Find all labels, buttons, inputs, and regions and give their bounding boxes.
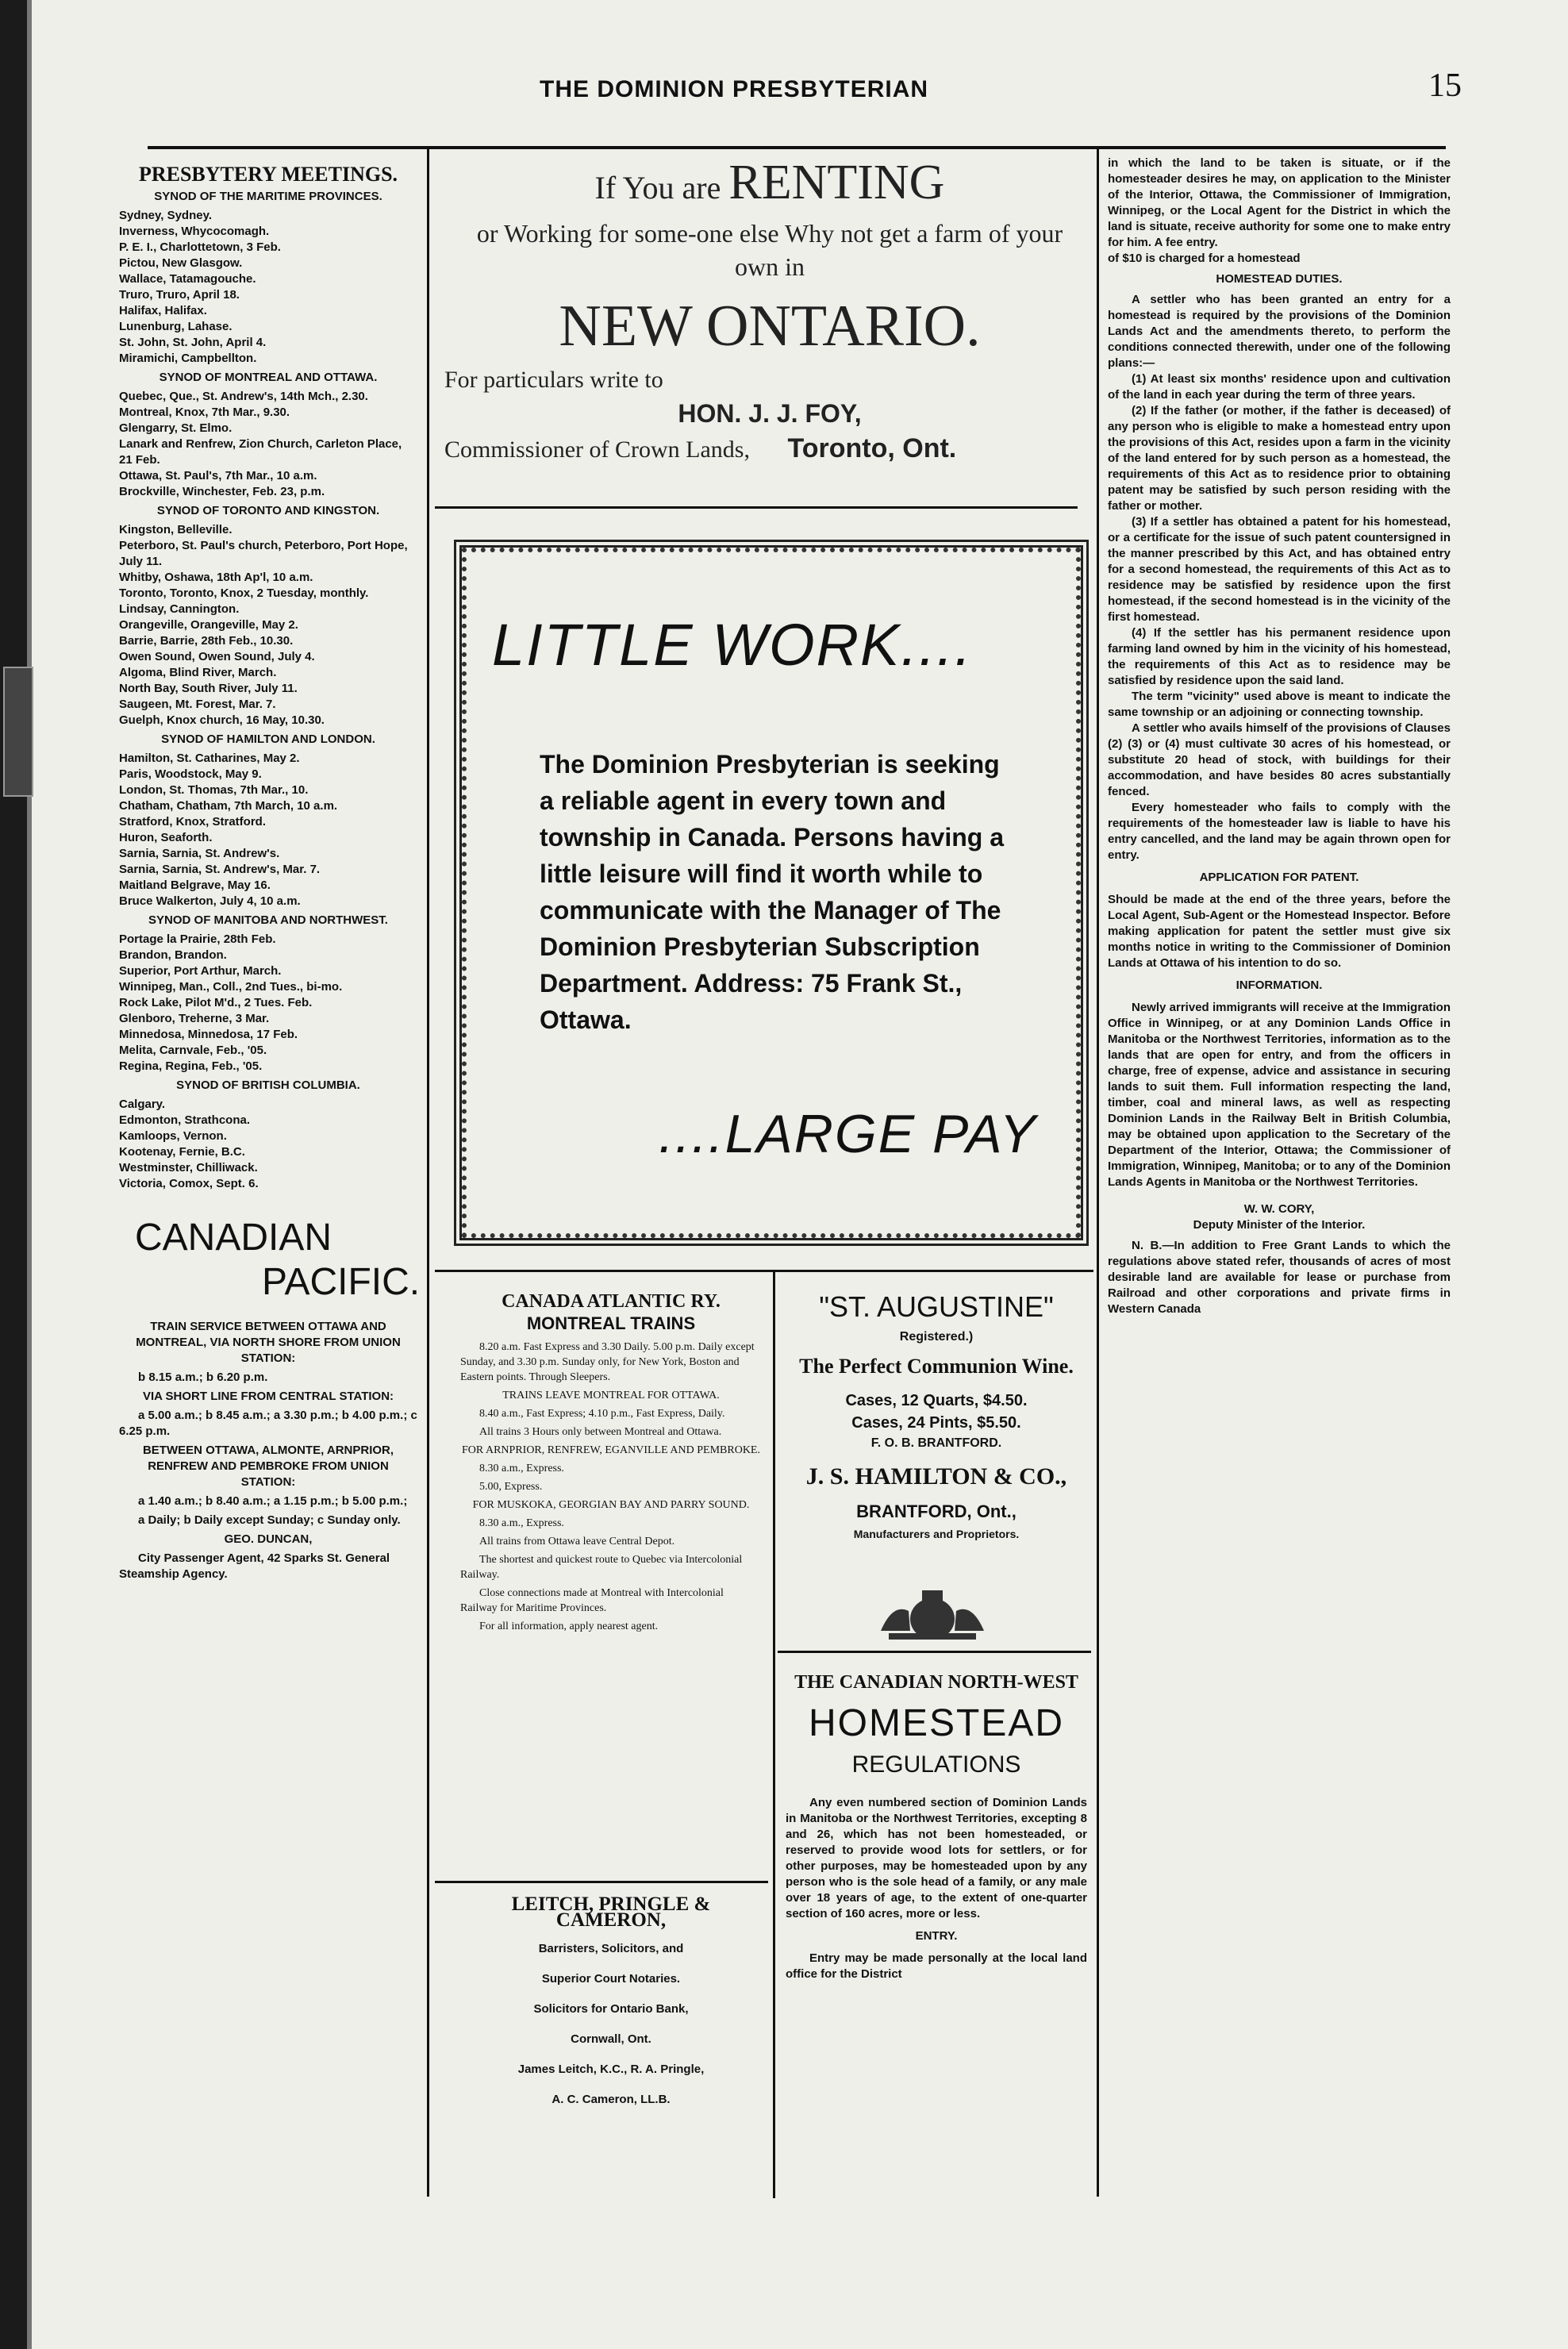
canada-atlantic-line: All trains 3 Hours only between Montreal and Ottawa. — [479, 1426, 722, 1438]
homestead-title-1: THE CANADIAN NORTH-WEST — [794, 1672, 1078, 1693]
meeting-entry: Lanark and Renfrew, Zion Church, Carleton Place, 21 Feb. — [119, 437, 402, 467]
meeting-entry: Wallace, Tatamagouche. — [119, 272, 256, 286]
leitch-line: Barristers, Solicitors, and — [538, 1942, 684, 1955]
col4-p3: A settler who has been granted an entry for a homestead is required by the provisions of the Dominion Lands Act and the amendments thereto, to perform the conditions connected therewith, under one of the following plans:— — [1108, 293, 1451, 370]
meeting-entry: SYNOD OF TORONTO AND KINGSTON. — [156, 504, 380, 517]
canada-atlantic-line: TRAINS LEAVE MONTREAL FOR OTTAWA. — [502, 1390, 720, 1401]
meeting-entry: Kingston, Belleville. — [119, 523, 233, 536]
information-heading: INFORMATION. — [1236, 978, 1323, 992]
augustine-city: BRANTFORD, Ont., — [856, 1501, 1017, 1521]
meeting-entry: Brockville, Winchester, Feb. 23, p.m. — [119, 485, 325, 498]
meeting-entry: Hamilton, St. Catharines, May 2. — [119, 752, 300, 765]
homestead-title-3: REGULATIONS — [851, 1751, 1021, 1778]
meeting-entry: SYNOD OF HAMILTON AND LONDON. — [161, 732, 375, 746]
meeting-entry: St. John, St. John, April 4. — [119, 336, 267, 349]
canada-atlantic-subtitle: MONTREAL TRAINS — [526, 1313, 696, 1333]
meeting-entry: SYNOD OF MANITOBA AND NORTHWEST. — [148, 913, 388, 927]
canada-atlantic-line: For all information, apply nearest agent. — [479, 1620, 659, 1632]
canada-atlantic-line: Close connections made at Montreal with Intercolonial Railway for Maritime Provinces. — [460, 1587, 724, 1614]
homestead-ad — [786, 1674, 1087, 1982]
meeting-entry: Truro, Truro, April 18. — [119, 288, 240, 302]
cpr-title-2: PACIFIC. — [262, 1261, 421, 1303]
meeting-entry: SYNOD OF MONTREAL AND OTTAWA. — [159, 371, 378, 384]
cpr-schedule-line: BETWEEN OTTAWA, ALMONTE, ARNPRIOR, RENFREW AND PEMBROKE FROM UNION STATION: — [142, 1444, 394, 1489]
homestead-continued-column — [1108, 156, 1451, 1317]
canada-atlantic-title: CANADA ATLANTIC RY. — [502, 1291, 721, 1312]
canada-atlantic-line: FOR ARNPRIOR, RENFREW, EGANVILLE AND PEMBROKE. — [462, 1444, 760, 1456]
meeting-entry: Montreal, Knox, 7th Mar., 9.30. — [119, 406, 290, 419]
renting-contact-city: Toronto, Ont. — [787, 433, 957, 463]
meeting-entry: Kamloops, Vernon. — [119, 1129, 227, 1143]
col4-p1: in which the land to be taken is situate, or if the homesteader desires he may, on application to the Minister of the Interior, Ottawa, the Commissioner of Immigration, Winnipeg, or the Local Agent for the District in which the land is situate, receive authority for some one to make entry for him. A fee entry. — [1108, 156, 1451, 249]
cpr-schedule-line: TRAIN SERVICE BETWEEN OTTAWA AND MONTREAL, VIA NORTH SHORE FROM UNION STATION: — [136, 1320, 401, 1365]
cpr-schedule-line: a 1.40 a.m.; b 8.40 a.m.; a 1.15 p.m.; b 5.00 p.m.; — [138, 1494, 408, 1508]
little-work-body: The Dominion Presbyterian is seeking a reliable agent in every town and township in Canada. Persons having a little leisure will find it worth while to communicate with the Manager of The Dominion Presbyterian Subscription Department. Address: 75 Frank St., Ottawa. — [540, 750, 1004, 1034]
canada-atlantic-line: 8.30 a.m., Express. — [479, 1517, 564, 1529]
homestead-entry-text: Entry may be made personally at the local land office for the District — [786, 1951, 1087, 1981]
meeting-entry: Toronto, Toronto, Knox, 2 Tuesday, monthly. — [119, 586, 369, 600]
meeting-entry: Huron, Seaforth. — [119, 831, 213, 844]
binder-clip — [3, 667, 33, 797]
meeting-entry: Minnedosa, Minnedosa, 17 Feb. — [119, 1028, 298, 1041]
cpr-title-1: CANADIAN — [135, 1217, 332, 1259]
renting-ad-rule — [435, 506, 1078, 509]
col4-p12: Newly arrived immigrants will receive at the Immigration Office in Winnipeg, or at any Dominion Lands Office in Manitoba or the Northwest Territories, information as to the lands that are open for entry, and from the officers in charge, free of expense, advice and assistance in securing lands to suit them. Full information respecting the land, timber, coal and mineral laws, as well as respecting Dominion Lands in the Railway Belt in British Columbia, may be obtained upon application to the Secretary of the Department of the Interior, Ottawa; the Commissioner of Immigration, Winnipeg, Manitoba; or to any of the Dominion Lands Agents in Manitoba or the Northwest Territories. — [1108, 1001, 1451, 1189]
column-divider-3 — [1097, 149, 1099, 2197]
augustine-price-pints: Cases, 24 Pints, $5.50. — [851, 1414, 1021, 1432]
renting-contact-name: HON. J. J. FOY, — [678, 399, 862, 428]
meeting-entry: Calgary. — [119, 1098, 166, 1111]
leitch-details — [460, 1941, 762, 2108]
little-work-title: LITTLE WORK.... — [492, 612, 973, 678]
masthead-title: THE DOMINION PRESBYTERIAN — [540, 76, 929, 102]
header-rule — [148, 146, 1446, 149]
renting-contact-line — [444, 431, 1095, 467]
meeting-entry: Glenboro, Treherne, 3 Mar. — [119, 1012, 270, 1025]
meeting-entry: Winnipeg, Man., Coll., 2nd Tues., bi-mo. — [119, 980, 343, 994]
canada-atlantic-line: 5.00, Express. — [479, 1481, 543, 1493]
col4-p6: (3) If a settler has obtained a patent for his homestead, or a certificate for the issue of such patent countersigned in the manner prescribed by this Act, and has obtained entry for a second homestead, the requirements of this Act as to residence may be satisfied by residence upon the first homestead, if the second homestead is in the vicinity of the first homestead. — [1108, 515, 1451, 624]
col4-p7: (4) If the settler has his permanent residence upon farming land owned by him in the vicinity of his homestead, the requirements of this Act as to residence may be satisfied by residence upon the said land. — [1108, 626, 1451, 687]
meeting-entry: Stratford, Knox, Stratford. — [119, 815, 267, 828]
cpr-schedule-line: VIA SHORT LINE FROM CENTRAL STATION: — [142, 1390, 394, 1403]
meeting-entry: Sarnia, Sarnia, St. Andrew's. — [119, 847, 280, 860]
meeting-entry: Quebec, Que., St. Andrew's, 14th Mch., 2.30. — [119, 390, 368, 403]
page-edge-shadow — [0, 0, 27, 2349]
canada-atlantic-line: 8.20 a.m. Fast Express and 3.30 Daily. 5.00 p.m. Daily except Sunday, and 3.30 p.m. Sunday only, for New York, Boston and Eastern points. Through Sleepers. — [460, 1341, 755, 1383]
renting-subline: or Working for some-one else Why not get a farm of your own in — [476, 219, 1063, 281]
leitch-line: Solicitors for Ontario Bank, — [533, 2002, 689, 2016]
signature-name: W. W. CORY, — [1243, 1202, 1315, 1216]
renting-contact-office: Commissioner of Crown Lands, — [444, 436, 750, 463]
meeting-entry: Miramichi, Campbellton. — [119, 352, 257, 365]
renting-headline — [444, 156, 1095, 212]
meeting-entry: Portage la Prairie, 28th Feb. — [119, 932, 276, 946]
meeting-entry: Regina, Regina, Feb., '05. — [119, 1059, 263, 1073]
homestead-title-2: HOMESTEAD — [808, 1702, 1065, 1744]
presbytery-meetings-column — [119, 163, 421, 1586]
meeting-entry: Lindsay, Cannington. — [119, 602, 240, 616]
column-divider-2 — [773, 1270, 775, 2198]
renting-headline-word: RENTING — [728, 156, 945, 210]
cpr-schedule-line: a 5.00 a.m.; b 8.45 a.m.; a 3.30 p.m.; b 4.00 p.m.; c 6.25 p.m. — [119, 1409, 417, 1438]
meeting-entry: SYNOD OF THE MARITIME PROVINCES. — [154, 190, 382, 203]
meeting-entry: P. E. I., Charlottetown, 3 Feb. — [119, 240, 281, 254]
meeting-entry: Algoma, Blind River, March. — [119, 666, 277, 679]
meeting-entry: Bruce Walkerton, July 4, 10 a.m. — [119, 894, 301, 908]
meeting-entry: Kootenay, Fernie, B.C. — [119, 1145, 245, 1159]
cpr-schedule-line: a Daily; b Daily except Sunday; c Sunday only. — [138, 1513, 401, 1527]
meeting-entry: Halifax, Halifax. — [119, 304, 207, 317]
meeting-entry: Lunenburg, Lahase. — [119, 320, 233, 333]
meeting-entry: Barrie, Barrie, 28th Feb., 10.30. — [119, 634, 294, 648]
leitch-line: Cornwall, Ont. — [571, 2032, 651, 2046]
meeting-entry: Saugeen, Mt. Forest, Mar. 7. — [119, 698, 276, 711]
meeting-entry: Guelph, Knox church, 16 May, 10.30. — [119, 713, 325, 727]
col4-p5: (2) If the father (or mother, if the father is deceased) of any person who is eligible to make a homestead entry upon the provisions of this Act, resides upon a farm in the vicinity of the land entered for by such person as a homestead, the requirements of this Act as to residence prior to obtaining patent may be satisfied by such person residing with the father or mother. — [1108, 404, 1451, 513]
homestead-entry-heading: ENTRY. — [915, 1929, 958, 1943]
augustine-subtitle: The Perfect Communion Wine. — [799, 1355, 1074, 1378]
page-edge-highlight — [27, 0, 32, 2349]
augustine-registered: Registered.) — [899, 1330, 974, 1344]
meeting-entry: Orangeville, Orangeville, May 2. — [119, 618, 298, 632]
meeting-entry: Inverness, Whycocomagh. — [119, 225, 270, 238]
cpr-schedule-line: b 8.15 a.m.; b 6.20 p.m. — [138, 1371, 268, 1384]
augustine-company: J. S. HAMILTON & CO., — [805, 1463, 1067, 1490]
cpr-schedule — [119, 1319, 417, 1582]
cpr-schedule-line: GEO. DUNCAN, — [224, 1532, 313, 1546]
meeting-entry: Pictou, New Glasgow. — [119, 256, 243, 270]
col4-p10: Every homesteader who fails to comply with the requirements of the homesteader law is liable to have his entry cancelled, and the land may be again thrown open for entry. — [1108, 801, 1451, 862]
page-number: 15 — [1428, 67, 1462, 104]
leitch-line: Superior Court Notaries. — [541, 1972, 681, 1986]
col4-nb: N. B.—In addition to Free Grant Lands to which the regulations above stated refer, thousands of acres of most desirable land are available for lease or purchase from Railroad and other corporations and private firms in Western Canada — [1108, 1239, 1451, 1316]
meeting-entry: Glengarry, St. Elmo. — [119, 421, 233, 435]
meeting-entry: Superior, Port Arthur, March. — [119, 964, 282, 978]
canada-atlantic-line: All trains from Ottawa leave Central Depot. — [479, 1536, 675, 1547]
leitch-pringle-ad — [460, 1893, 762, 2122]
meeting-entry: Sydney, Sydney. — [119, 209, 212, 222]
leitch-line: James Leitch, K.C., R. A. Pringle, — [517, 2063, 705, 2076]
meetings-list — [119, 189, 417, 1192]
meeting-entry: Victoria, Comox, Sept. 6. — [119, 1177, 259, 1190]
leitch-title: LEITCH, PRINGLE & CAMERON, — [511, 1893, 711, 1931]
augustine-price-quarts: Cases, 12 Quarts, $4.50. — [845, 1392, 1028, 1409]
large-pay: ....LARGE PAY — [659, 1104, 1037, 1164]
canada-atlantic-schedule — [460, 1340, 762, 1634]
meeting-entry: Whitby, Oshawa, 18th Ap'l, 10 a.m. — [119, 571, 313, 584]
meeting-entry: Paris, Woodstock, May 9. — [119, 767, 262, 781]
canada-atlantic-line: The shortest and quickest route to Quebec via Intercolonial Railway. — [460, 1554, 743, 1581]
meeting-entry: North Bay, South River, July 11. — [119, 682, 298, 695]
renting-headline-lead: If You are — [594, 170, 721, 206]
homestead-intro: Any even numbered section of Dominion Lands in Manitoba or the Northwest Territories, excepting 8 and 26, which has not been homesteaded, or reserved to provide wood lots for settlers, or for other purposes, may be homesteaded upon by any person who is the sole head of a family, or any male over 18 years of age, to the extent of one-quarter section of 160 acres, more or less. — [786, 1796, 1087, 1920]
meeting-entry: Westminster, Chilliwack. — [119, 1161, 258, 1174]
col4-p11: Should be made at the end of the three years, before the Local Agent, Sub-Agent or the Homestead Inspector. Before making application for patent the settler must give six months notice in writing to the Commissioner of Dominion Lands at Ottawa of his intention to do so. — [1108, 893, 1451, 970]
meeting-entry: Brandon, Brandon. — [119, 948, 227, 962]
col4-p9: A settler who avails himself of the provisions of Clauses (2) (3) or (4) must cultivate 30 acres of his homestead, or substitute 20 head of stock, with buildings for their accommodation, and have besides 80 acres substantially fenced. — [1108, 721, 1451, 798]
renting-particulars: For particulars write to — [444, 367, 663, 393]
canada-atlantic-line: FOR MUSKOKA, GEORGIAN BAY AND PARRY SOUND. — [472, 1499, 750, 1511]
ads-top-rule — [435, 1270, 1093, 1272]
meetings-title: PRESBYTERY MEETINGS. — [138, 163, 398, 186]
meeting-entry: Edmonton, Strathcona. — [119, 1113, 250, 1127]
canada-atlantic-line: 8.40 a.m., Fast Express; 4.10 p.m., Fast Express, Daily. — [479, 1408, 725, 1420]
meeting-entry: Owen Sound, Owen Sound, July 4. — [119, 650, 315, 663]
renting-ad — [444, 156, 1095, 467]
meeting-entry: Rock Lake, Pilot M'd., 2 Tues. Feb. — [119, 996, 313, 1009]
patent-heading: APPLICATION FOR PATENT. — [1199, 871, 1359, 884]
meeting-entry: SYNOD OF BRITISH COLUMBIA. — [176, 1078, 360, 1092]
leitch-top-rule — [435, 1881, 768, 1883]
homestead-duties-heading: HOMESTEAD DUTIES. — [1216, 272, 1343, 286]
meeting-entry: Chatham, Chatham, 7th March, 10 a.m. — [119, 799, 338, 813]
signature-title: Deputy Minister of the Interior. — [1193, 1218, 1366, 1232]
leitch-line: A. C. Cameron, LL.B. — [551, 2093, 671, 2106]
homestead-top-rule — [778, 1651, 1091, 1653]
meeting-entry: Peterboro, St. Paul's church, Peterboro, Port Hope, July 11. — [119, 539, 408, 568]
column-divider-1 — [427, 149, 429, 2197]
meeting-entry: Sarnia, Sarnia, St. Andrew's, Mar. 7. — [119, 863, 321, 876]
canada-atlantic-line: 8.30 a.m., Express. — [479, 1463, 564, 1474]
meeting-entry: London, St. Thomas, 7th Mar., 10. — [119, 783, 309, 797]
meeting-entry: Ottawa, St. Paul's, 7th Mar., 10 a.m. — [119, 469, 317, 482]
meeting-entry: Melita, Carnvale, Feb., '05. — [119, 1044, 267, 1057]
col4-p8: The term "vicinity" used above is meant to indicate the same township or an adjoining or connecting township. — [1108, 690, 1451, 719]
cpr-ad — [119, 1216, 421, 1582]
augustine-tagline: Manufacturers and Proprietors. — [853, 1528, 1020, 1540]
meeting-entry: Maitland Belgrave, May 16. — [119, 878, 271, 892]
cpr-schedule-line: City Passenger Agent, 42 Sparks St. General Steamship Agency. — [119, 1551, 390, 1581]
coat-of-arms-icon — [873, 1587, 992, 1643]
st-augustine-ad — [786, 1290, 1087, 1544]
col4-p4: (1) At least six months' residence upon and cultivation of the land in each year during the term of three years. — [1108, 372, 1451, 402]
col4-p2: of $10 is charged for a homestead — [1108, 252, 1301, 265]
canada-atlantic-ad — [460, 1291, 762, 1637]
augustine-fob: F. O. B. BRANTFORD. — [870, 1436, 1002, 1450]
augustine-title: "ST. AUGUSTINE" — [819, 1290, 1054, 1323]
new-ontario-heading: NEW ONTARIO. — [559, 294, 981, 359]
